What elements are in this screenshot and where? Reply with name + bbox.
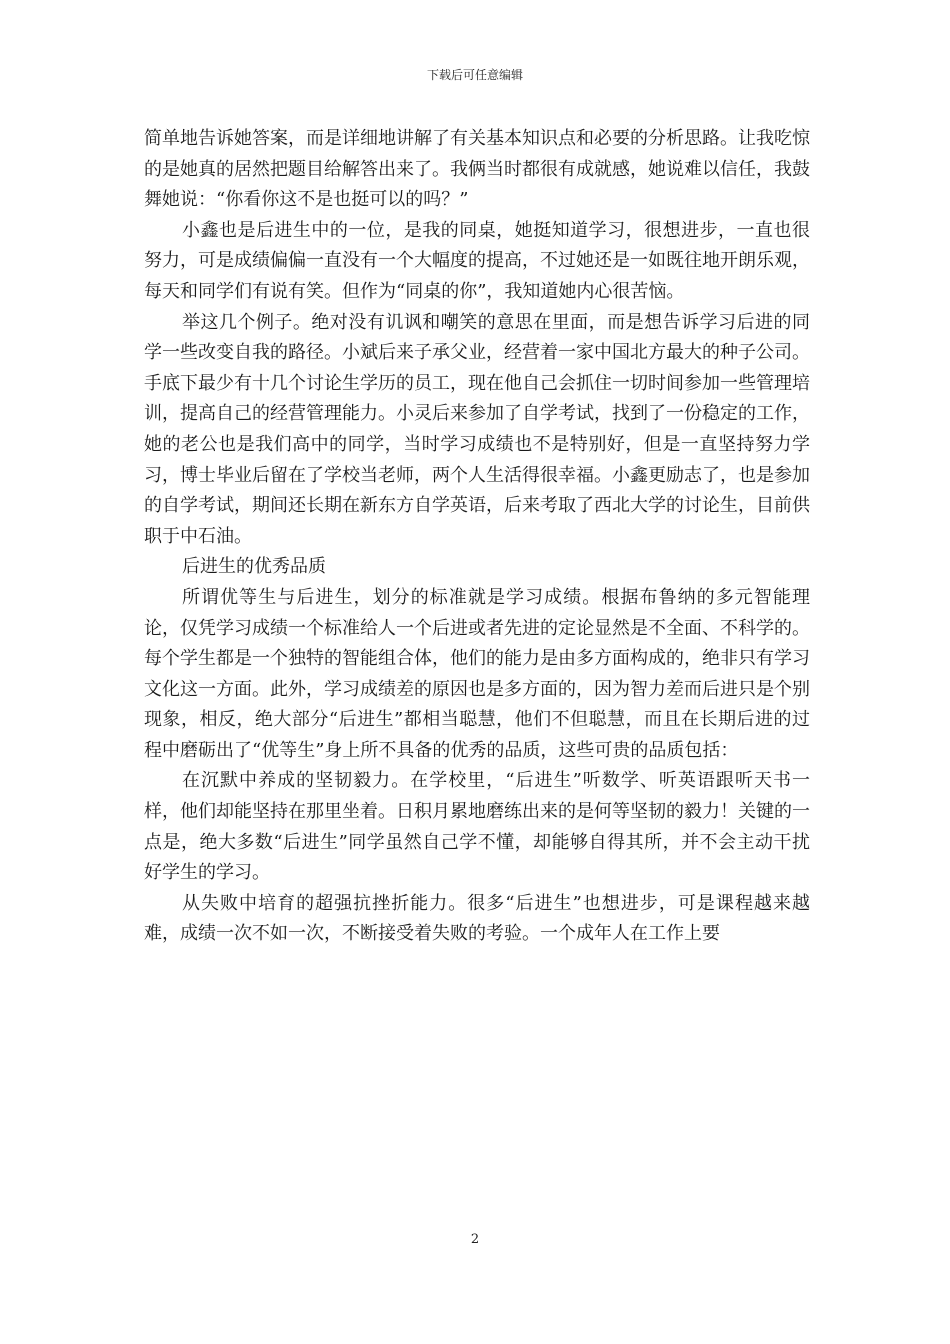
section-heading: 后进生的优秀品质 [182, 556, 326, 578]
document-body [144, 124, 810, 950]
page-header: 下载后可任意编辑 [426, 68, 523, 82]
paragraph-6: 从失败中培育的超强抗挫折能力。很多“后进生”也想进步，可是课程越来越难，成绩一次不如一次，不断接受着失败的考验。一个成年人在工作上要 [144, 892, 810, 945]
paragraph-5: 在沉默中养成的坚韧毅力。在学校里，“后进生”听数学、听英语跟听天书一样，他们却能坚持在那里坐着。日积月累地磨练出来的是何等坚韧的毅力！关键的一点是，绝大多数“后进生”同学虽然自己学不懂，却能够自得其所，并不会主动干扰好学生的学习。 [144, 770, 810, 884]
paragraph-4: 所谓优等生与后进生，划分的标准就是学习成绩。根据布鲁纳的多元智能理论，仅凭学习成绩一个标准给人一个后进或者先进的定论显然是不全面、不科学的。每个学生都是一个独特的智能组合体，他们的能力是由多方面构成的，绝非只有学习文化这一方面。此外，学习成绩差的原因也是多方面的，因为智力差而后进只是个别现象，相反，绝大部分“后进生”都相当聪慧，他们不但聪慧，而且在长期后进的过程中磨砺出了“优等生”身上所不具备的优秀的品质，这些可贵的品质包括： [144, 586, 810, 761]
paragraph-3: 举这几个例子。绝对没有讥讽和嘲笑的意思在里面，而是想告诉学习后进的同学一些改变自我的路径。小斌后来子承父业，经营着一家中国北方最大的种子公司。手底下最少有十几个讨论生学历的员工，现在他自己会抓住一切时间参加一些管理培训，提高自己的经营管理能力。小灵后来参加了自学考试，找到了一份稳定的工作，她的老公也是我们高中的同学，当时学习成绩也不是特别好，但是一直坚持努力学习，博士毕业后留在了学校当老师，两个人生活得很幸福。小鑫更励志了，也是参加的自学考试，期间还长期在新东方自学英语，后来考取了西北大学的讨论生，目前供职于中石油。 [144, 311, 810, 547]
paragraph-1: 简单地告诉她答案，而是详细地讲解了有关基本知识点和必要的分析思路。让我吃惊的是她真的居然把题目给解答出来了。我俩当时都很有成就感，她说难以信任，我鼓舞她说：“你看你这不是也挺可以的吗？” [144, 128, 810, 211]
paragraph-2: 小鑫也是后进生中的一位，是我的同桌，她挺知道学习，很想进步，一直也很努力，可是成绩偏偏一直没有一个大幅度的提高，不过她还是一如既往地开朗乐观，每天和同学们有说有笑。但作为“同桌的你”，我知道她内心很苦恼。 [144, 219, 810, 302]
page-number: 2 [470, 1232, 480, 1247]
